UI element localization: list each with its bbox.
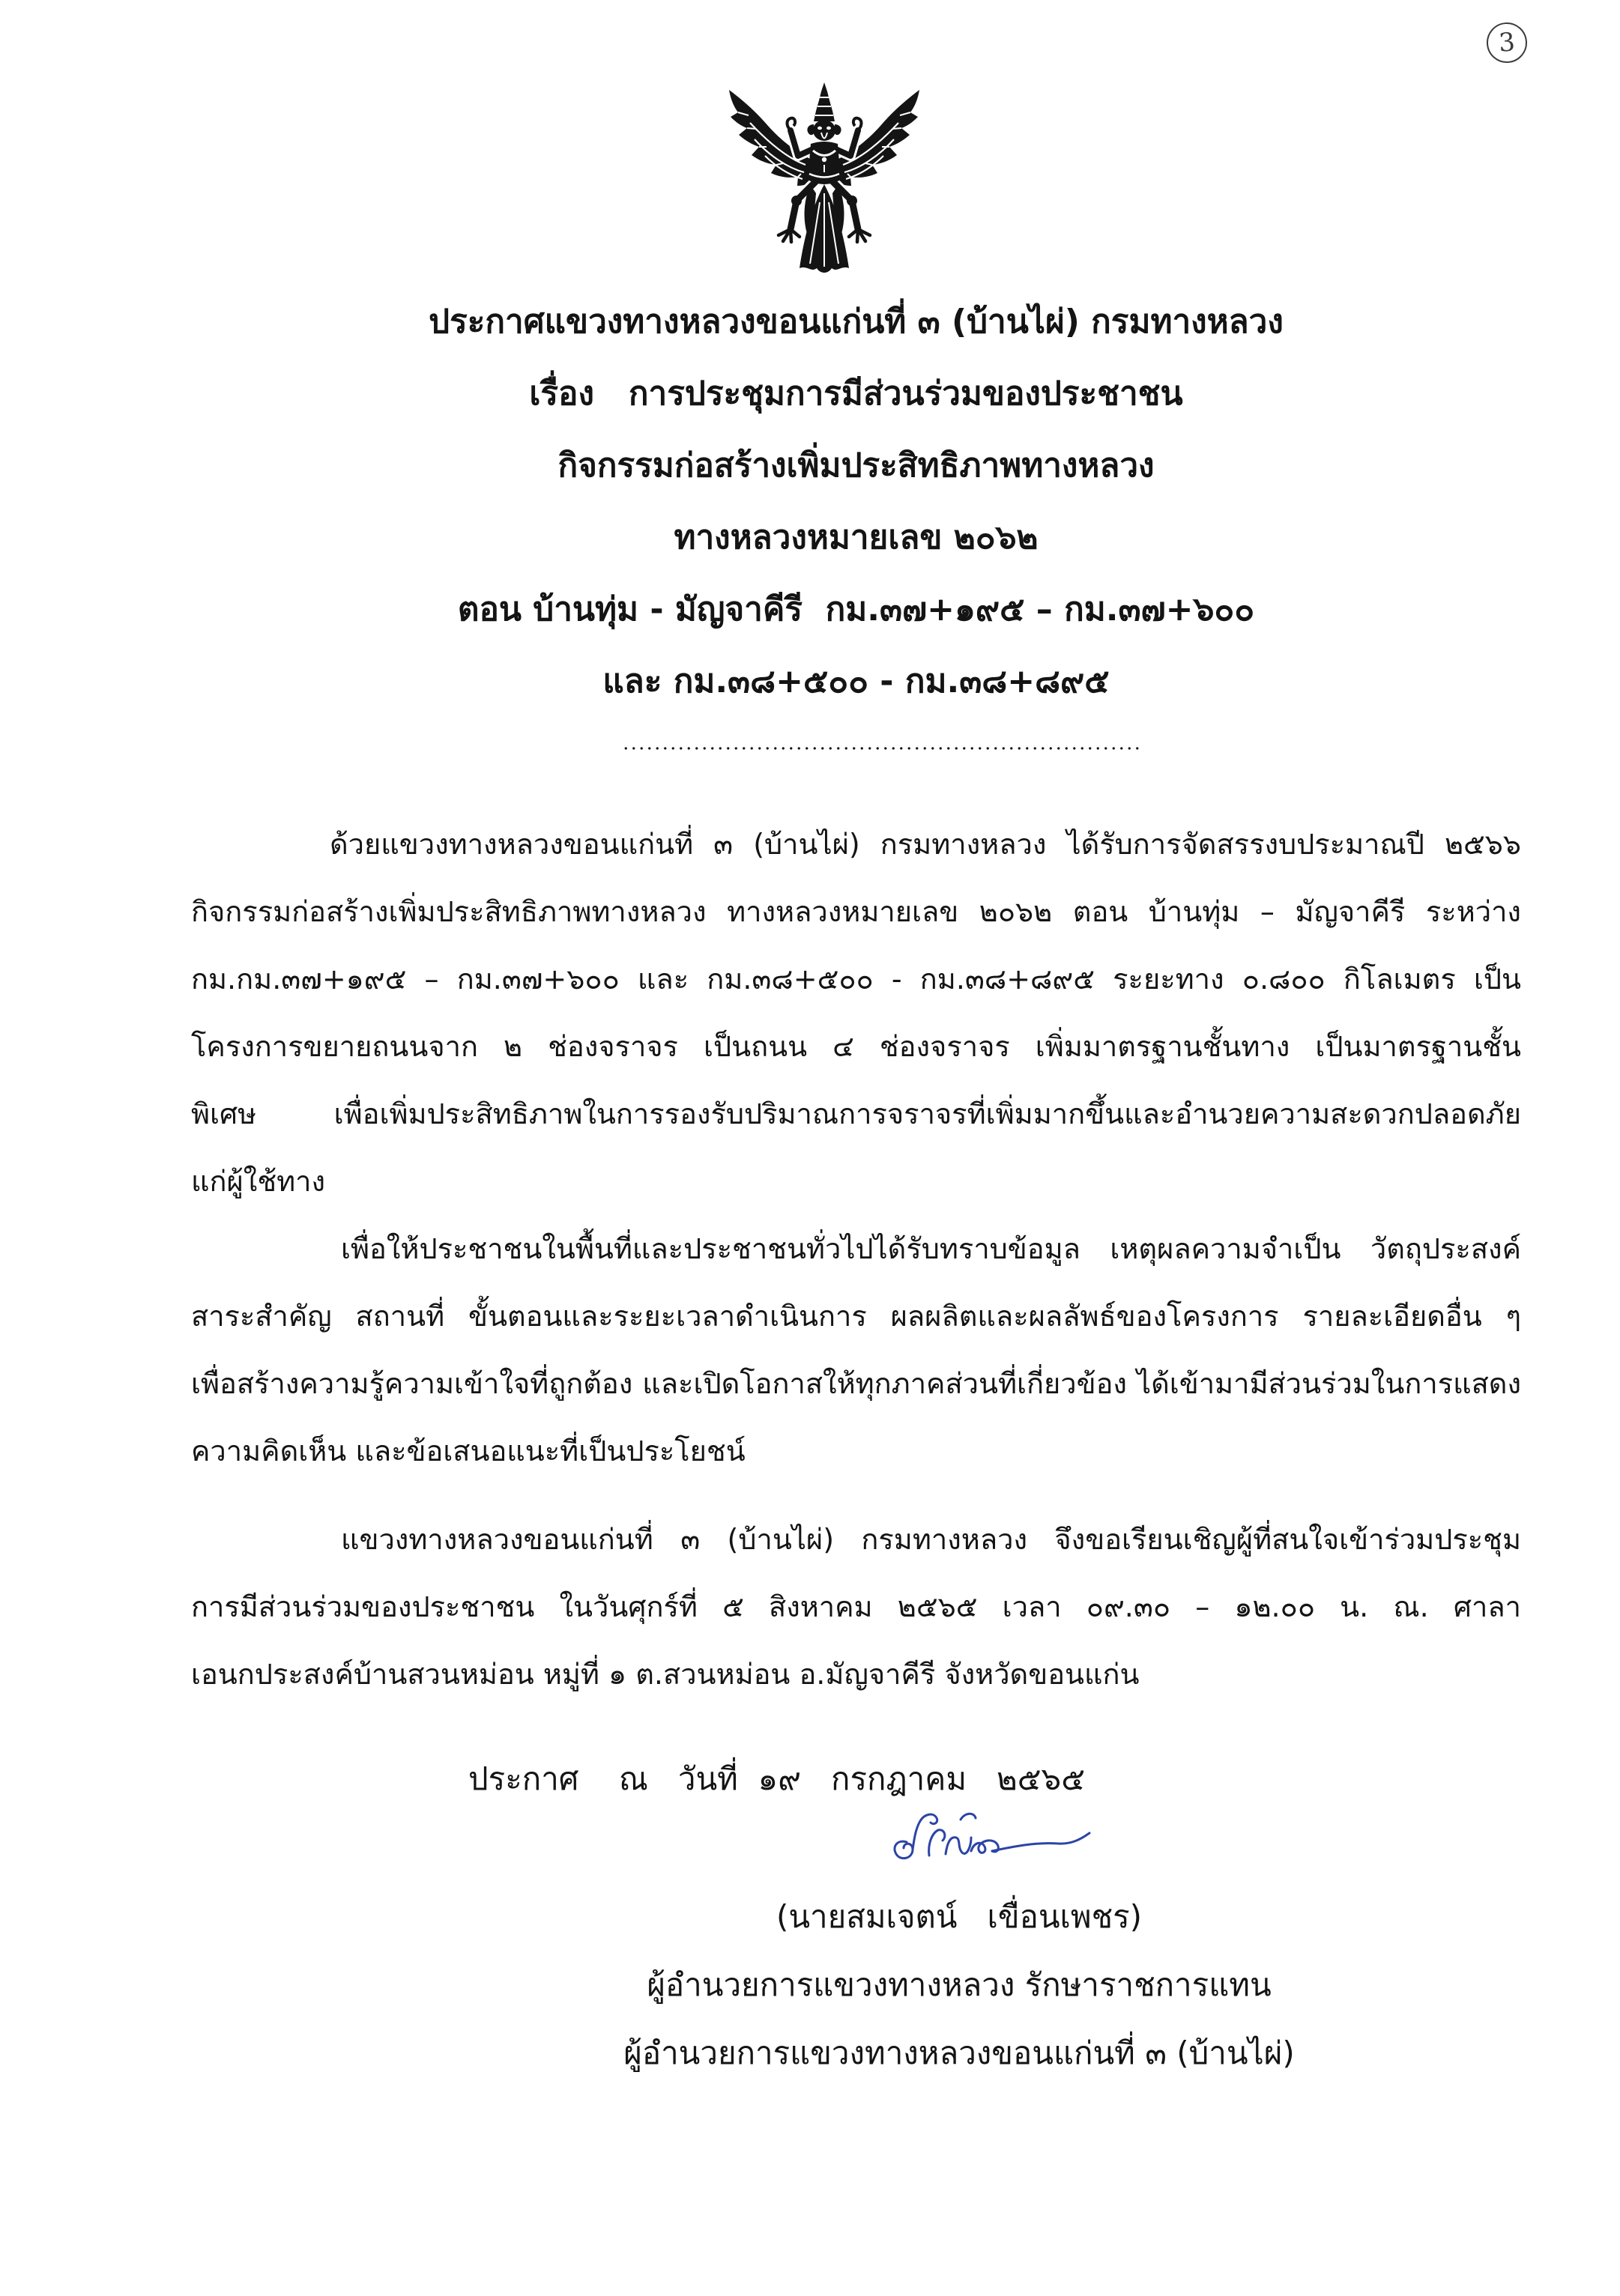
paragraph-1 — [191, 811, 1521, 1215]
signature-stroke — [946, 1838, 971, 1854]
signatory-position: ผู้อำนวยการแขวงทางหลวง รักษาราชการแทน — [647, 1966, 1272, 2003]
body-line: การมีส่วนร่วมของประชาชน ในวันศุกร์ที่ ๕ สิงหาคม ๒๕๖๕ เวลา ๐๙.๓๐ – ๑๒.๐๐ น. ณ. ศาลา — [191, 1590, 1521, 1623]
page-number: 3 — [1497, 27, 1517, 58]
paragraph-3 — [191, 1506, 1521, 1708]
garuda-emblem — [716, 81, 933, 279]
signatory-position: ผู้อำนวยการแขวงทางหลวงขอนแก่นที่ ๓ (บ้านไผ่) — [623, 2035, 1295, 2071]
subject-line: เรื่อง การประชุมการมีส่วนร่วมของประชาชน — [529, 375, 1183, 413]
signature-stroke — [895, 1841, 913, 1859]
body-line: พิเศษ เพื่อเพิ่มประสิทธิภาพในการรองรับปริมาณการจราจรที่เพิ่มมากขึ้นและอำนวยความสะดวกปลอดภัย — [191, 1097, 1521, 1130]
body-line: เพื่อสร้างความรู้ความเข้าใจที่ถูกต้อง และเปิดโอกาสให้ทุกภาคส่วนที่เกี่ยวข้อง ได้เข้ามามีส่วนร่วมในการแสดง — [191, 1367, 1521, 1400]
page-number-circle — [1485, 21, 1529, 64]
title-line: ตอน บ้านทุ่ม - มัญจาคีรี กม.๓๗+๑๙๕ – กม.๓๗+๖๐๐ — [457, 590, 1255, 628]
signature-stroke — [961, 1814, 976, 1820]
paragraph-2 — [191, 1215, 1521, 1485]
body-line: กม.กม.๓๗+๑๙๕ – กม.๓๗+๖๐๐ และ กม.๓๘+๕๐๐ - กม.๓๘+๘๙๕ ระยะทาง ๐.๘๐๐ กิโลเมตร เป็น — [191, 963, 1521, 996]
signatory-name: (นายสมเจตน์ เขื่อนเพชร) — [776, 1898, 1143, 1935]
signature-stroke — [992, 1833, 1089, 1851]
body-line: โครงการขยายถนนจาก ๒ ช่องจราจร เป็นถนน ๔ ช่องจราจร เพิ่มมาตรฐานชั้นทาง เป็นมาตรฐานชั้น — [191, 1030, 1521, 1063]
title-line: กิจกรรมก่อสร้างเพิ่มประสิทธิภาพทางหลวง — [557, 446, 1155, 485]
garuda-left-half — [729, 90, 816, 242]
signature-stroke — [913, 1814, 937, 1850]
dotted-separator — [622, 745, 1139, 751]
title-line: ทางหลวงหมายเลข ๒๐๖๒ — [674, 518, 1039, 557]
announcement-body — [191, 811, 1521, 1708]
body-line: เพื่อให้ประชาชนในพื้นที่และประชาชนทั่วไปได้รับทราบข้อมูล เหตุผลความจำเป็น วัตถุประสงค์ — [341, 1232, 1521, 1265]
date-line: ประกาศ ณ วันที่ ๑๙ กรกฎาคม ๒๕๖๕ — [468, 1760, 1085, 1797]
body-line: กิจกรรมก่อสร้างเพิ่มประสิทธิภาพทางหลวง ทางหลวงหมายเลข ๒๐๖๒ ตอน บ้านทุ่ม – มัญจาคีรี ระหว่าง — [191, 895, 1521, 928]
body-line: เอนกประสงค์บ้านสวนหม่อน หมู่ที่ ๑ ต.สวนหม่อน อ.มัญจาคีรี จังหวัดขอนแก่น — [191, 1658, 1140, 1691]
signatory-block — [547, 1882, 1371, 2087]
body-line: ด้วยแขวงทางหลวงขอนแก่นที่ ๓ (บ้านไผ่) กรมทางหลวง ได้รับการจัดสรรงบประมาณปี ๒๕๖๖ — [330, 828, 1521, 861]
body-line: สาระสำคัญ สถานที่ ขั้นตอนและระยะเวลาดำเนินการ ผลผลิตและผลลัพธ์ของโครงการ รายละเอียดอื่น ๆ — [191, 1300, 1521, 1333]
title-line: และ กม.๓๘+๕๐๐ - กม.๓๘+๘๙๕ — [602, 662, 1110, 700]
body-line: แขวงทางหลวงขอนแก่นที่ ๓ (บ้านไผ่) กรมทางหลวง จึงขอเรียนเชิญผู้ที่สนใจเข้าร่วมประชุม — [341, 1523, 1521, 1556]
handwritten-signature — [877, 1794, 1094, 1880]
body-line: แก่ผู้ใช้ทาง — [191, 1165, 326, 1198]
announcement-title — [191, 286, 1521, 718]
signature-stroke — [929, 1830, 945, 1856]
garuda-right-half — [832, 90, 919, 242]
title-line: ประกาศแขวงทางหลวงขอนแก่นที่ ๓ (บ้านไผ่) กรมทางหลวง — [429, 303, 1284, 341]
body-line: ความคิดเห็น และข้อเสนอแนะที่เป็นประโยชน์ — [191, 1435, 746, 1467]
